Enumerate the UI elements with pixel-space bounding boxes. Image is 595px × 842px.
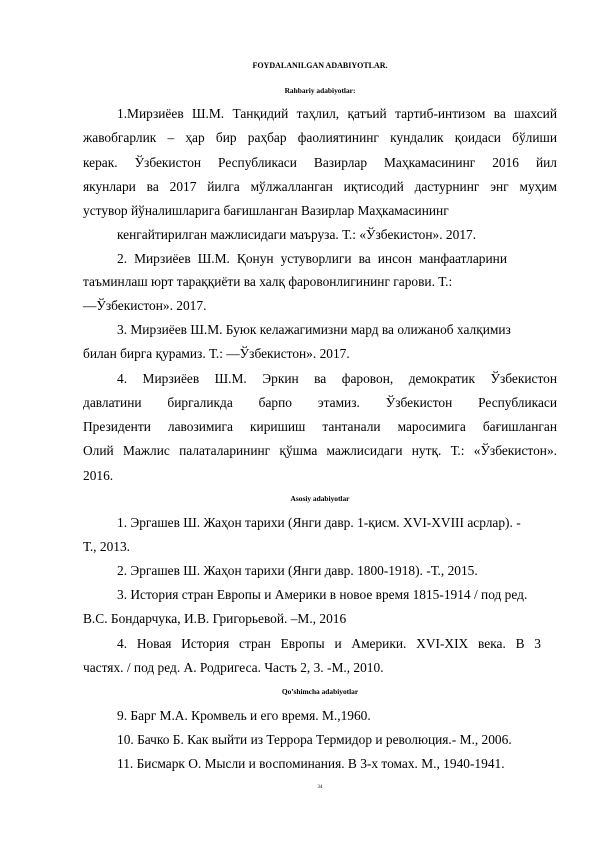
reference-line: билан бирга қурамиз. Т.: ―Ўзбекистон». 2017.	[83, 346, 350, 361]
reference-line: таъминлаш юрт тараққиёти ва халқ фаровонлигининг гарови. Т.:	[83, 274, 453, 289]
reference-line: Президенти лавозимига киришиш тантанали маросимига бағишланган	[83, 419, 557, 434]
reference-line: 4. Новая История стран Европы и Америки. XVI-XIX века. В 3	[117, 636, 541, 651]
reference-line: якунлари ва 2017 йилга мўлжалланган иқтисодий дастурнинг энг муҳим	[83, 179, 557, 194]
reference-line: керак. Ўзбекистон Республикаси Вазирлар Маҳкамасининг 2016 йил	[83, 155, 557, 170]
reference-line: 2. Эргашев Ш. Жаҳон тарихи (Янги давр. 1800-1918). -Т., 2015.	[117, 563, 478, 578]
reference-line: Олий Мажлис палаталарининг қўшма мажлисидаги нутқ. Т.: «Ўзбекистон».	[83, 443, 557, 458]
section-heading-asosiy: Asosiy adabiyotlar	[290, 494, 350, 503]
reference-line: Т., 2013.	[83, 539, 131, 554]
reference-line: кенгайтирилган мажлисидаги маъруза. Т.: «Ўзбекистон». 2017.	[117, 227, 477, 242]
reference-line: В.С. Бондарчука, И.В. Григорьевой. –М., 2016	[83, 611, 347, 626]
reference-line: 3. История стран Европы и Америки в новое время 1815-1914 / под ред.	[117, 587, 528, 602]
reference-line: частях. / под ред. А. Родригеса. Часть 2, 3. -М., 2010.	[83, 660, 384, 675]
reference-line: 9. Барг М.А. Кромвель и его время. М.,1960.	[117, 708, 371, 723]
reference-line: 1. Эргашев Ш. Жаҳон тарихи (Янги давр. 1-қисм. XVI-XVIII асрлар). -	[117, 515, 521, 530]
section-heading-rahbariy: Rahbariy adabiyotlar:	[284, 86, 356, 95]
reference-line: 2. Мирзиёев Ш.М. Қонун устуворлиги ва инсон манфаатларини	[117, 251, 507, 266]
reference-line: 3. Мирзиёев Ш.М. Буюк келажагимизни мард ва олижаноб халқимиз	[117, 322, 511, 337]
reference-line: ―Ўзбекистон». 2017.	[83, 298, 207, 313]
reference-line: жавобгарлик – ҳар бир раҳбар фаолиятининг кундалик қоидаси бўлиши	[83, 130, 557, 145]
section-heading-qoshimcha: Qo’shimcha adabiyotlar	[281, 687, 359, 696]
reference-line: 4. Мирзиёев Ш.М. Эркин ва фаровон, демократик Ўзбекистон	[117, 371, 557, 386]
reference-line: устувор йўналишларига бағишланган Вазирлар Маҳкамасининг	[83, 203, 449, 218]
reference-line: 2016.	[83, 468, 114, 483]
reference-line: 11. Бисмарк О. Мысли и воспоминания. В 3-х томах. М., 1940-1941.	[117, 756, 505, 771]
page-number: 34	[317, 785, 323, 790]
reference-line: давлатини биргаликда барпо этамиз. Ўзбекистон Республикаси	[83, 395, 557, 410]
reference-line: 10. Бачко Б. Как выйти из Террора Термидор и революция.- М., 2006.	[117, 732, 512, 747]
page-title: FOYDALANILGAN ADABIYOTLAR.	[252, 61, 388, 70]
reference-line: 1.Мирзиёев Ш.М. Танқидий таҳлил, қатъий тартиб-интизом ва шахсий	[117, 106, 557, 121]
